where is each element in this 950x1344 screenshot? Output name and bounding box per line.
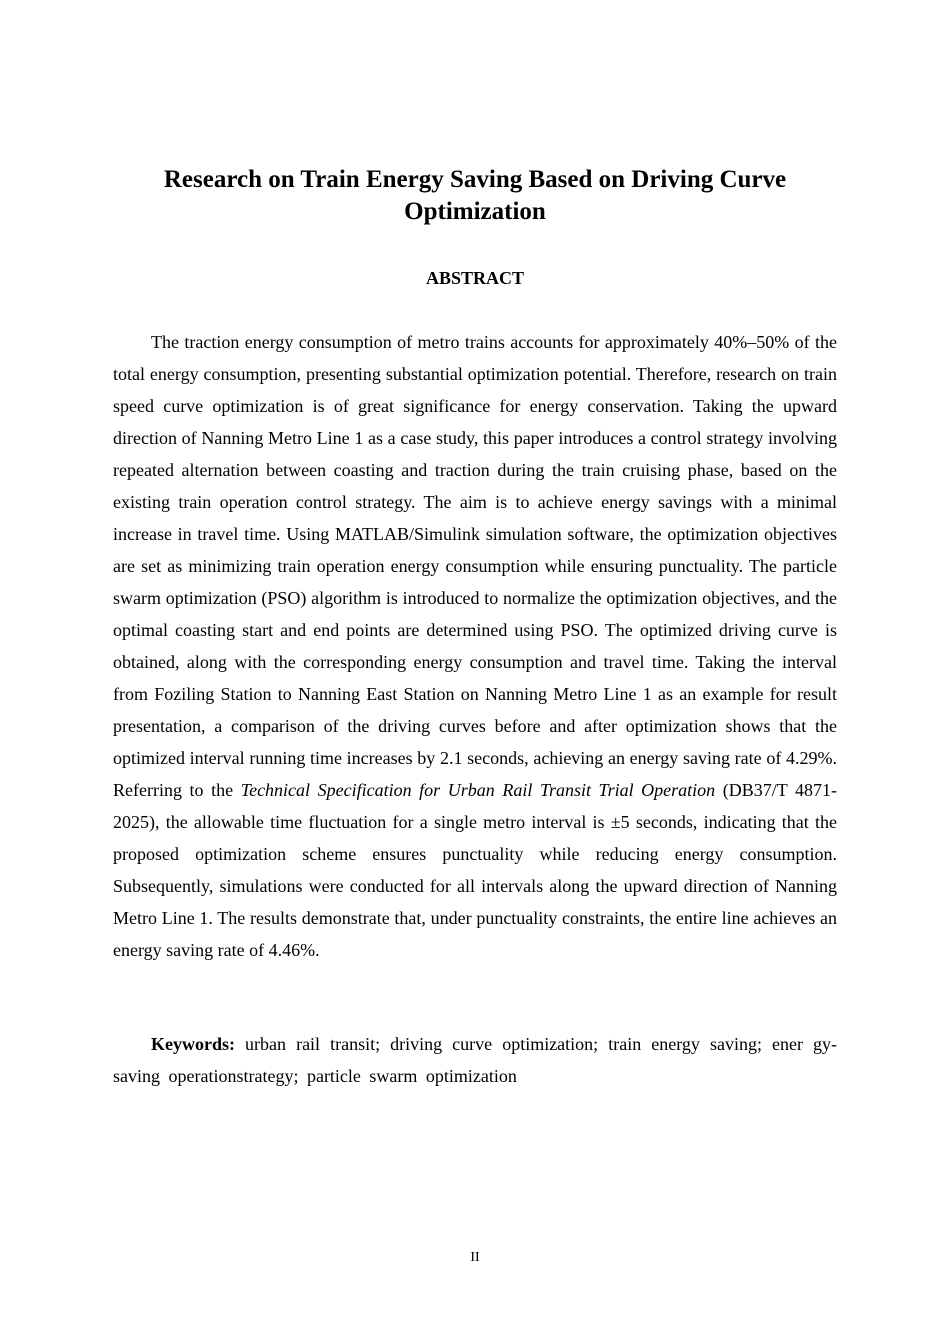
abstract-italic-reference: Technical Specification for Urban Rail Transit Trial Operation — [240, 780, 716, 800]
abstract-text-part2: (DB37/T 4871-2025), the allowable time fluctuation for a single metro interval is ±5 seconds, indicating that the proposed optimization scheme ensures punctuality while reducing energy consumption. Subsequently, simulations were conducted for all intervals along the upward direction of Nanning Metro Line 1. The results demonstrate that, under punctuality constraints, the entire line achieves an energy saving rate of 4.46%. — [113, 780, 838, 960]
abstract-heading: ABSTRACT — [425, 268, 525, 288]
page-number: II — [470, 1250, 480, 1265]
keywords-label: Keywords: — [151, 1034, 235, 1054]
abstract-paragraph — [113, 326, 837, 966]
keywords-text: urban rail transit; driving curve optimization; train energy saving; ener gy-saving operationstrategy; particle swarm optimization — [113, 1034, 837, 1086]
keywords-paragraph — [113, 1028, 837, 1092]
abstract-text-part1: The traction energy consumption of metro trains accounts for approximately 40%–50% of the total energy consumption, presenting substantial optimization potential. Therefore, research on train speed curve optimization is of great significance for energy conservation. Taking the upward direction of Nanning Metro Line 1 as a case study, this paper introduces a control strategy involving repeated alternation between coasting and traction during the train cruising phase, based on the existing train operation control strategy. The aim is to achieve energy savings with a minimal increase in travel time. Using MATLAB/Simulink simulation software, the optimization objectives are set as minimizing train operation energy consumption while ensuring punctuality. The particle swarm optimization (PSO) algorithm is introduced to normalize the optimization objectives, and the optimal coasting start and end points are determined using PSO. The optimized driving curve is obtained, along with the corresponding energy consumption and travel time. Taking the interval from Foziling Station to Nanning East Station on Nanning Metro Line 1 as an example for result presentation, a comparison of the driving curves before and after optimization shows that the optimized interval running time increases by 2.1 seconds, achieving an energy saving rate of 4.29%. Referring to the — [113, 332, 837, 800]
paper-title: Research on Train Energy Saving Based on Driving Curve Optimization — [163, 166, 787, 225]
